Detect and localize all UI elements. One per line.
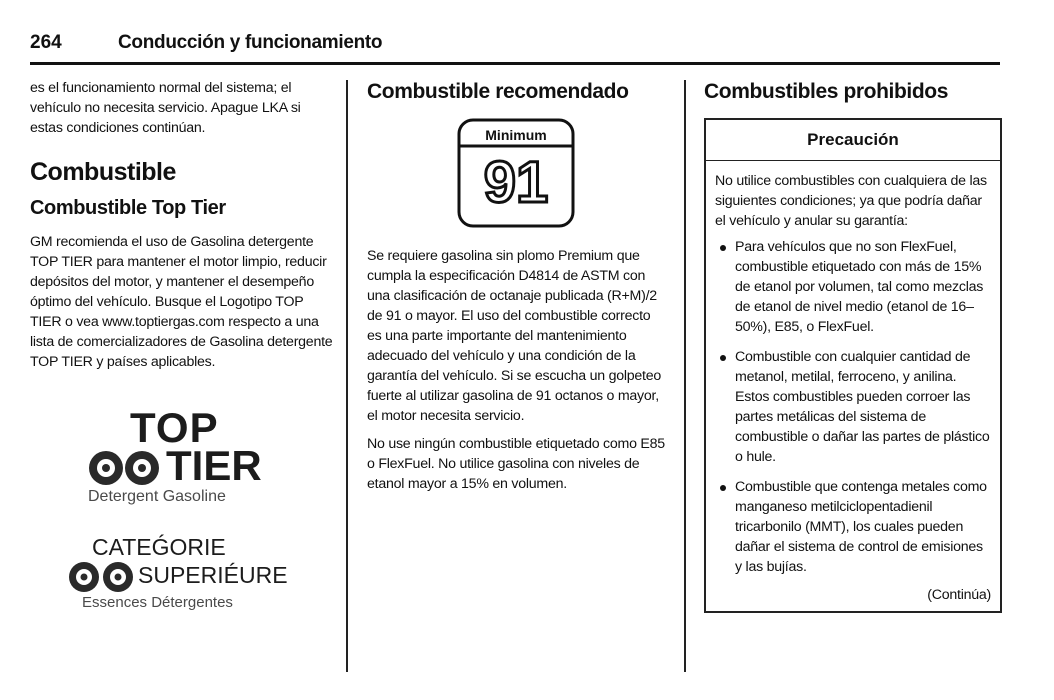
section-title: Combustible (30, 158, 176, 186)
octane-requirement-paragraph: Se requiere gasolina sin plomo Premium que cumpla la especificación D4814 de ASTM con una clasificación de octanaje publicada (R+M)/2 de 91 o mayor. El uso del combustible correcto es una parte importante del mantenimiento adecuado del vehículo y una condición de la garantía del vehículo. Si se escucha un golpeteo fuerte al utilizar gasolina de 91 octanos o mayor, el motor necesita servicio. (367, 248, 662, 424)
caution-list-item: Combustible que contenga metales como manganeso metilciclopentadienil tricarbonilo (MMT), los cuales pueden dañar el sistema de control de emisiones y las bujías. (715, 477, 991, 577)
column-right (704, 78, 1002, 613)
column-divider (346, 80, 348, 672)
logo-word-categorie: CATEǴORIE (92, 534, 226, 560)
prohibited-fuels-heading: Combustibles prohibidos (704, 80, 948, 103)
octane-sign-label: Minimum (485, 127, 547, 143)
column-divider (684, 80, 686, 672)
logo-word-superieure: SUPERIÉURE (138, 562, 288, 588)
logo-word-top: TOP (130, 404, 219, 451)
caution-box (704, 118, 1002, 613)
categorie-superieure-logo (68, 534, 298, 616)
caution-intro: No utilice combustibles con cualquiera de las siguientes condiciones; ya que podría dañar el vehículo y anular su garantía: (715, 173, 987, 229)
caution-body (706, 161, 1000, 611)
e85-warning-paragraph: No use ningún combustible etiquetado como E85 o FlexFuel. No utilice gasolina con niveles de etanol mayor a 15% en volumen. (367, 436, 665, 492)
column-left (30, 78, 335, 611)
intro-paragraph: es el funcionamiento normal del sistema; el vehículo no necesita servicio. Apague LKA si estas condiciones continúan. (30, 80, 301, 136)
swirl-icon (68, 560, 138, 594)
subsection-title: Combustible Top Tier (30, 197, 226, 219)
swirl-icon (86, 448, 164, 488)
caution-title: Precaución (706, 120, 1000, 161)
page-number: 264 (30, 32, 62, 53)
caution-list-item: Para vehículos que no son FlexFuel, combustible etiquetado con más de 15% de etanol por volumen, tal como mezclas de etanol de nivel medio (etanol de 16–50%), E85, o FlexFuel. (715, 237, 991, 337)
octane-sign-value: 91 (483, 150, 549, 215)
column-middle (367, 78, 667, 494)
minimum-octane-sign (457, 118, 575, 228)
page-header (30, 26, 1000, 65)
caution-list-item: Combustible con cualquier cantidad de metanol, metilal, ferroceno, y anilina. Estos combustibles pueden corroer las partes metálicas del sistema de combustible o dañar las partes de plástico o hule. (715, 347, 991, 467)
recommended-fuel-heading: Combustible recomendado (367, 80, 629, 103)
top-tier-logo (86, 404, 276, 504)
logo-tagline: Essences Détergentes (82, 594, 233, 611)
logo-tagline: Detergent Gasoline (88, 488, 226, 505)
caution-list (715, 237, 991, 577)
logo-word-tier: TIER (166, 442, 262, 489)
chapter-title: Conducción y funcionamiento (118, 32, 383, 53)
top-tier-paragraph: GM recomienda el uso de Gasolina detergente TOP TIER para mantener el motor limpio, reducir depósitos del motor, y mantener el desempeño óptimo del vehículo. Busque el Logotipo TOP TIER o vea www.toptiergas.com respecto a una lista de comercializadores de Gasolina detergente TOP TIER y países aplicables. (30, 234, 333, 370)
continued-label: (Continúa) (927, 587, 991, 603)
